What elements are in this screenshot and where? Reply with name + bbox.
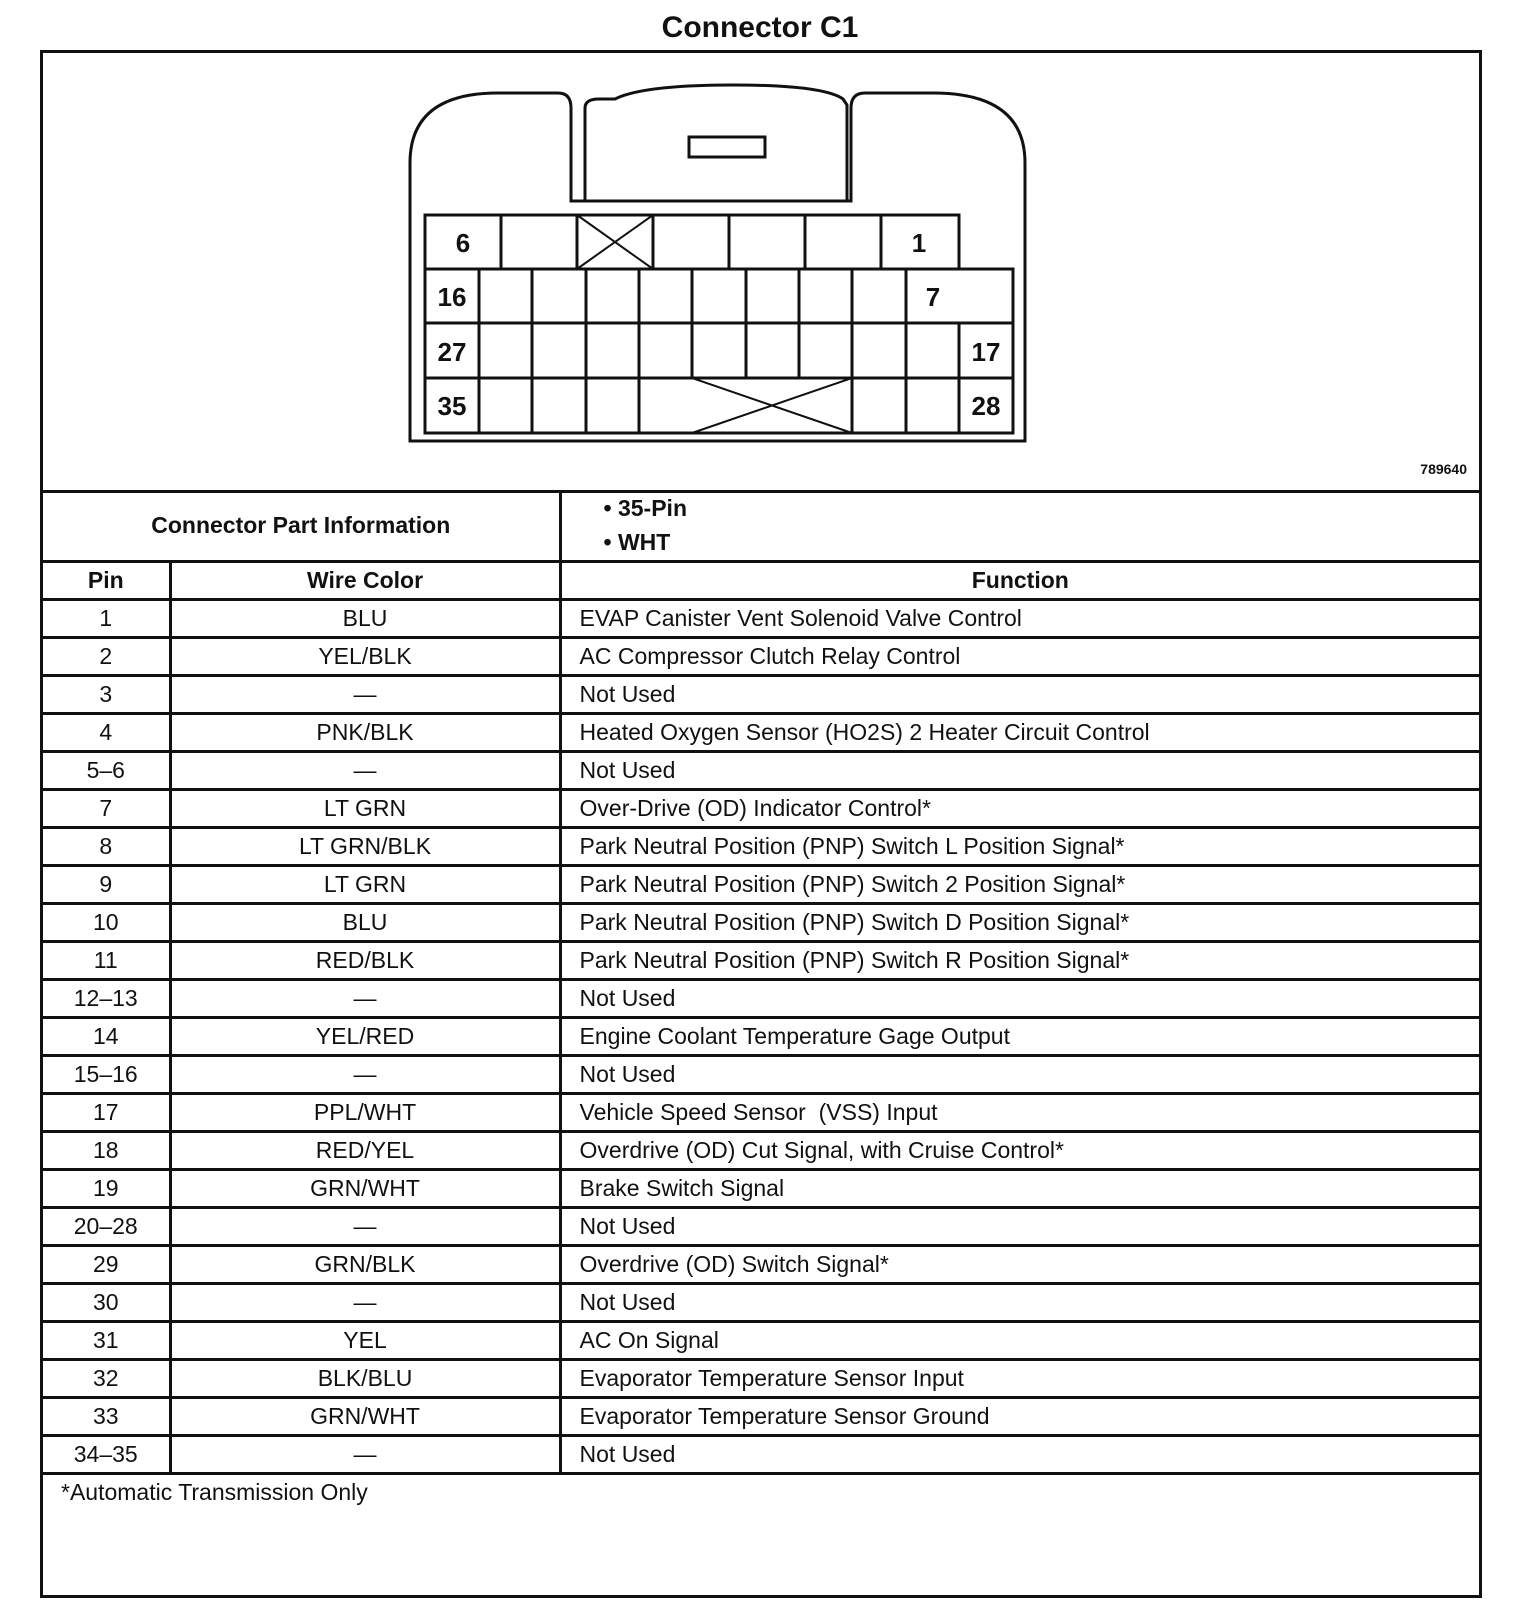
wire-color-cell: PPL/WHT <box>170 1094 560 1132</box>
function-cell: Park Neutral Position (PNP) Switch D Position Signal* <box>560 904 1479 942</box>
pin-cell: 15–16 <box>43 1056 170 1094</box>
pin-label-16: 16 <box>437 282 467 312</box>
pin-label-7: 7 <box>925 282 941 312</box>
connector-face-drawing <box>43 53 1479 490</box>
table-row <box>43 600 1479 638</box>
function-cell: Not Used <box>560 1284 1479 1322</box>
pin-cell: 10 <box>43 904 170 942</box>
table-row <box>43 866 1479 904</box>
table-row <box>43 1246 1479 1284</box>
wire-color-cell: GRN/WHT <box>170 1170 560 1208</box>
pin-cell: 12–13 <box>43 980 170 1018</box>
wire-color-cell: BLU <box>170 600 560 638</box>
wire-color-cell: — <box>170 1436 560 1474</box>
function-cell: Park Neutral Position (PNP) Switch R Position Signal* <box>560 942 1479 980</box>
wire-color-cell: RED/BLK <box>170 942 560 980</box>
wire-color-cell: — <box>170 1284 560 1322</box>
pin-cell: 7 <box>43 790 170 828</box>
wire-color-cell: YEL/RED <box>170 1018 560 1056</box>
footnote-row <box>43 1474 1479 1511</box>
pin-cell: 33 <box>43 1398 170 1436</box>
table-row <box>43 1056 1479 1094</box>
function-cell: Evaporator Temperature Sensor Ground <box>560 1398 1479 1436</box>
pin-cell: 11 <box>43 942 170 980</box>
table-row <box>43 1284 1479 1322</box>
part-info-label: Connector Part Information <box>43 490 560 562</box>
function-cell: Not Used <box>560 1208 1479 1246</box>
pin-cell: 19 <box>43 1170 170 1208</box>
function-cell: Not Used <box>560 676 1479 714</box>
function-cell: Not Used <box>560 752 1479 790</box>
part-info-item: • WHT <box>603 529 671 555</box>
connector-frame <box>40 50 1482 1598</box>
table-row <box>43 676 1479 714</box>
wire-color-cell: — <box>170 1208 560 1246</box>
column-header-pin: Pin <box>43 562 170 600</box>
function-cell: Not Used <box>560 1436 1479 1474</box>
wire-color-cell: — <box>170 1056 560 1094</box>
function-cell: Overdrive (OD) Switch Signal* <box>560 1246 1479 1284</box>
table-row <box>43 1170 1479 1208</box>
pin-cell: 4 <box>43 714 170 752</box>
function-cell: Evaporator Temperature Sensor Input <box>560 1360 1479 1398</box>
wire-color-cell: LT GRN <box>170 866 560 904</box>
table-row <box>43 1398 1479 1436</box>
table-row <box>43 1094 1479 1132</box>
table-row <box>43 942 1479 980</box>
pin-cell: 2 <box>43 638 170 676</box>
table-row <box>43 980 1479 1018</box>
pin-cell: 29 <box>43 1246 170 1284</box>
pin-label-35: 35 <box>437 391 467 421</box>
function-cell: AC Compressor Clutch Relay Control <box>560 638 1479 676</box>
wire-color-cell: GRN/BLK <box>170 1246 560 1284</box>
wire-color-cell: — <box>170 676 560 714</box>
function-cell: Not Used <box>560 1056 1479 1094</box>
function-cell: Vehicle Speed Sensor (VSS) Input <box>560 1094 1479 1132</box>
pin-cell: 31 <box>43 1322 170 1360</box>
wire-color-cell: YEL/BLK <box>170 638 560 676</box>
function-cell: Brake Switch Signal <box>560 1170 1479 1208</box>
table-header-row <box>43 562 1479 600</box>
function-cell: Overdrive (OD) Cut Signal, with Cruise Control* <box>560 1132 1479 1170</box>
pin-table <box>43 490 1479 1510</box>
wire-color-cell: BLU <box>170 904 560 942</box>
pin-cell: 1 <box>43 600 170 638</box>
pin-label-17: 17 <box>971 337 1001 367</box>
table-row <box>43 1322 1479 1360</box>
figure-id: 789640 <box>1420 461 1467 477</box>
table-row <box>43 714 1479 752</box>
wire-color-cell: — <box>170 980 560 1018</box>
footnote: *Automatic Transmission Only <box>43 1474 1479 1511</box>
wire-color-cell: — <box>170 752 560 790</box>
table-row <box>43 1360 1479 1398</box>
table-row <box>43 1436 1479 1474</box>
function-cell: Park Neutral Position (PNP) Switch L Position Signal* <box>560 828 1479 866</box>
table-row <box>43 1132 1479 1170</box>
wire-color-cell: LT GRN <box>170 790 560 828</box>
connector-diagram <box>43 53 1479 493</box>
page-title: Connector C1 <box>661 11 859 44</box>
wire-color-cell: PNK/BLK <box>170 714 560 752</box>
column-header-function: Function <box>560 562 1479 600</box>
table-row <box>43 790 1479 828</box>
function-cell: AC On Signal <box>560 1322 1479 1360</box>
part-info-values <box>560 490 1479 562</box>
pin-cell: 14 <box>43 1018 170 1056</box>
function-cell: Engine Coolant Temperature Gage Output <box>560 1018 1479 1056</box>
function-cell: EVAP Canister Vent Solenoid Valve Control <box>560 600 1479 638</box>
table-row <box>43 828 1479 866</box>
wire-color-cell: LT GRN/BLK <box>170 828 560 866</box>
wire-color-cell: BLK/BLU <box>170 1360 560 1398</box>
pin-cell: 20–28 <box>43 1208 170 1246</box>
pin-cell: 18 <box>43 1132 170 1170</box>
pin-cell: 17 <box>43 1094 170 1132</box>
pin-label-28: 28 <box>971 391 1001 421</box>
function-cell: Over-Drive (OD) Indicator Control* <box>560 790 1479 828</box>
table-row <box>43 1208 1479 1246</box>
pin-cell: 32 <box>43 1360 170 1398</box>
function-cell: Not Used <box>560 980 1479 1018</box>
part-info-row <box>43 490 1479 562</box>
column-header-wire-color: Wire Color <box>170 562 560 600</box>
pin-cell: 8 <box>43 828 170 866</box>
table-row <box>43 1018 1479 1056</box>
function-cell: Park Neutral Position (PNP) Switch 2 Position Signal* <box>560 866 1479 904</box>
pin-label-1: 1 <box>911 228 927 258</box>
part-info-item: • 35-Pin <box>603 495 687 521</box>
table-row <box>43 904 1479 942</box>
pin-cell: 30 <box>43 1284 170 1322</box>
wire-color-cell: RED/YEL <box>170 1132 560 1170</box>
table-row <box>43 752 1479 790</box>
pin-label-6: 6 <box>455 228 471 258</box>
wire-color-cell: YEL <box>170 1322 560 1360</box>
table-row <box>43 638 1479 676</box>
pin-cell: 5–6 <box>43 752 170 790</box>
function-cell: Heated Oxygen Sensor (HO2S) 2 Heater Circuit Control <box>560 714 1479 752</box>
wire-color-cell: GRN/WHT <box>170 1398 560 1436</box>
pin-cell: 9 <box>43 866 170 904</box>
pin-label-27: 27 <box>437 337 467 367</box>
pin-cell: 34–35 <box>43 1436 170 1474</box>
pin-cell: 3 <box>43 676 170 714</box>
